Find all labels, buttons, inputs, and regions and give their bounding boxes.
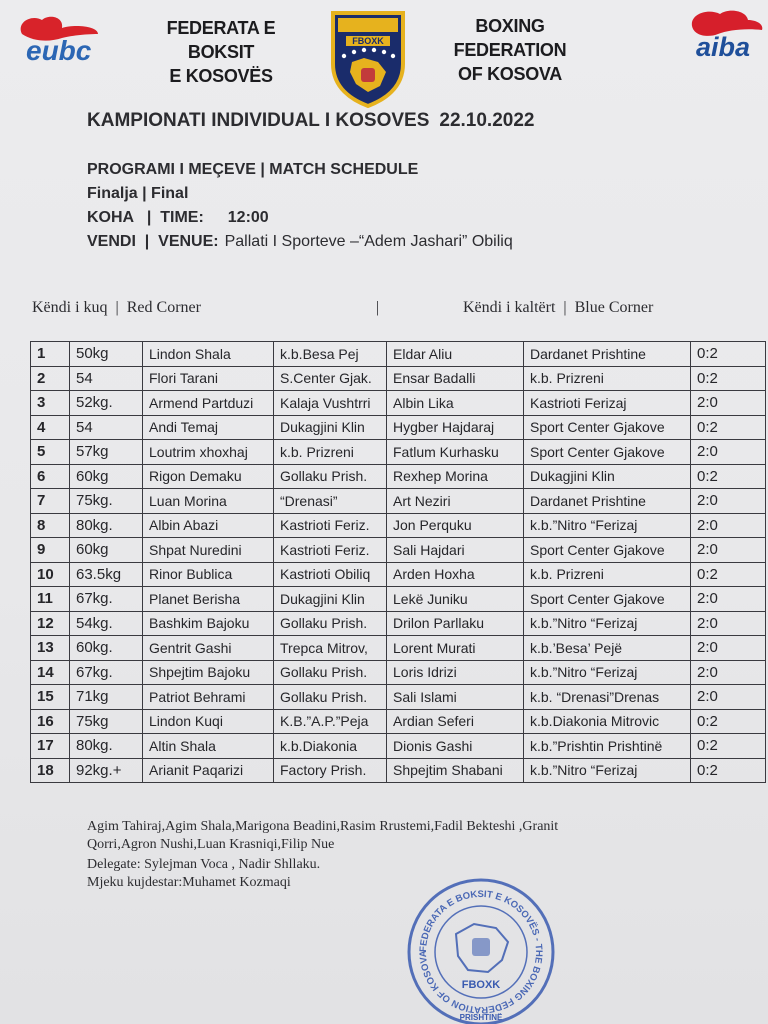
weight-class: 67kg. (70, 660, 143, 685)
bout-result: 2:0 (691, 636, 766, 661)
blue-boxer-name: Art Neziri (387, 489, 524, 514)
table-row (31, 660, 766, 685)
bout-result: 2:0 (691, 513, 766, 538)
federation-seal-stamp (404, 876, 558, 1024)
delegate-line: Delegate: Sylejman Voca , Nadir Shllaku. (87, 857, 321, 872)
blue-boxer-name: Arden Hoxha (387, 562, 524, 587)
red-boxer-club: Kastrioti Feriz. (274, 538, 387, 563)
blue-boxer-club: Sport Center Gjakove (524, 538, 691, 563)
red-boxer-name: Arianit Paqarizi (143, 758, 274, 783)
blue-boxer-name: Lorent Murati (387, 636, 524, 661)
blue-boxer-name: Rexhep Morina (387, 464, 524, 489)
red-boxer-name: Albin Abazi (143, 513, 274, 538)
red-boxer-club: Factory Prish. (274, 758, 387, 783)
venue-value: Pallati I Sporteve –“Adem Jashari” Obiliq (224, 233, 513, 250)
blue-boxer-club: Dukagjini Klin (524, 464, 691, 489)
federation-albanian-line2: E KOSOVËS (169, 66, 273, 86)
corner-separator: | (376, 299, 380, 316)
blue-boxer-name: Dionis Gashi (387, 734, 524, 759)
bout-number: 18 (31, 758, 70, 783)
event-title (87, 110, 534, 132)
eubc-logo (14, 12, 104, 64)
blue-boxer-club: Sport Center Gjakove (524, 587, 691, 612)
bout-number: 7 (31, 489, 70, 514)
red-boxer-club: Kastrioti Feriz. (274, 513, 387, 538)
bout-number: 14 (31, 660, 70, 685)
bout-number: 12 (31, 611, 70, 636)
red-boxer-name: Gentrit Gashi (143, 636, 274, 661)
red-boxer-club: Gollaku Prish. (274, 611, 387, 636)
blue-boxer-club: Kastrioti Ferizaj (524, 391, 691, 416)
seal-ring-text: FEDERATA E BOKSIT E KOSOVËS - THE BOXING FEDERATION OF KOSOVA (417, 888, 545, 1016)
blue-boxer-name: Ardian Seferi (387, 709, 524, 734)
match-schedule-table (30, 341, 766, 783)
bout-number: 2 (31, 366, 70, 391)
weight-class: 60kg. (70, 636, 143, 661)
red-boxer-name: Rinor Bublica (143, 562, 274, 587)
blue-boxer-club: k.b.”Nitro “Ferizaj (524, 611, 691, 636)
federation-albanian-line1: FEDERATA E BOKSIT (166, 18, 276, 62)
blue-boxer-club: Sport Center Gjakove (524, 415, 691, 440)
table-row (31, 342, 766, 367)
table-row (31, 734, 766, 759)
bout-result: 2:0 (691, 538, 766, 563)
judges-line-2: Qorri,Agron Nushi,Luan Krasniqi,Filip Nue (87, 837, 335, 852)
bout-number: 13 (31, 636, 70, 661)
bout-number: 16 (31, 709, 70, 734)
blue-boxer-name: Shpejtim Shabani (387, 758, 524, 783)
bout-result: 2:0 (691, 489, 766, 514)
bout-result: 2:0 (691, 440, 766, 465)
bout-number: 11 (31, 587, 70, 612)
bout-result: 0:2 (691, 464, 766, 489)
bout-result: 0:2 (691, 342, 766, 367)
program-line: PROGRAMI I MEÇEVE | MATCH SCHEDULE (87, 161, 419, 178)
blue-boxer-club: k.b. Prizreni (524, 366, 691, 391)
bout-number: 15 (31, 685, 70, 710)
red-boxer-club: Gollaku Prish. (274, 685, 387, 710)
red-boxer-club: k.b.Diakonia (274, 734, 387, 759)
red-boxer-club: Trepca Mitrov, (274, 636, 387, 661)
weight-class: 71kg (70, 685, 143, 710)
blue-boxer-name: Lekë Juniku (387, 587, 524, 612)
weight-class: 80kg. (70, 513, 143, 538)
blue-boxer-club: k.b.Diakonia Mitrovic (524, 709, 691, 734)
blue-boxer-club: k.b.’Besa’ Pejë (524, 636, 691, 661)
table-row (31, 538, 766, 563)
red-boxer-club: K.B.”A.P.”Peja (274, 709, 387, 734)
table-row (31, 587, 766, 612)
time-label: KOHA | TIME: (87, 209, 204, 226)
event-name: KAMPIONATI INDIVIDUAL I KOSOVES (87, 110, 430, 131)
bout-number: 5 (31, 440, 70, 465)
blue-boxer-name: Jon Perquku (387, 513, 524, 538)
blue-boxer-club: k.b.”Nitro “Ferizaj (524, 758, 691, 783)
bout-result: 0:2 (691, 709, 766, 734)
table-row (31, 391, 766, 416)
bout-result: 2:0 (691, 391, 766, 416)
bout-result: 0:2 (691, 562, 766, 587)
weight-class: 60kg (70, 538, 143, 563)
red-boxer-name: Luan Morina (143, 489, 274, 514)
bout-result: 0:2 (691, 366, 766, 391)
stage-line: Finalja | Final (87, 185, 189, 202)
blue-boxer-club: k.b. Prizreni (524, 562, 691, 587)
weight-class: 63.5kg (70, 562, 143, 587)
venue-line (87, 230, 513, 254)
red-corner-heading: Këndi i kuq | Red Corner (32, 299, 201, 316)
time-value: 12:00 (227, 209, 269, 226)
blue-boxer-club: k.b.”Nitro “Ferizaj (524, 513, 691, 538)
red-boxer-name: Patriot Behrami (143, 685, 274, 710)
table-row (31, 513, 766, 538)
blue-boxer-club: Dardanet Prishtine (524, 489, 691, 514)
blue-boxer-name: Drilon Parllaku (387, 611, 524, 636)
table-row (31, 562, 766, 587)
weight-class: 54 (70, 415, 143, 440)
blue-boxer-name: Hygber Hajdaraj (387, 415, 524, 440)
blue-boxer-name: Sali Hajdari (387, 538, 524, 563)
bout-result: 0:2 (691, 758, 766, 783)
red-boxer-name: Loutrim xhoxhaj (143, 440, 274, 465)
bout-result: 2:0 (691, 660, 766, 685)
table-row (31, 611, 766, 636)
blue-boxer-club: k.b.”Prishtin Prishtinë (524, 734, 691, 759)
weight-class: 92kg.+ (70, 758, 143, 783)
bout-list (31, 342, 766, 783)
red-boxer-club: k.b. Prizreni (274, 440, 387, 465)
table-row (31, 440, 766, 465)
red-boxer-name: Altin Shala (143, 734, 274, 759)
bout-number: 6 (31, 464, 70, 489)
aiba-logo (678, 8, 766, 60)
weight-class: 75kg (70, 709, 143, 734)
table-row (31, 489, 766, 514)
venue-label: VENDI | VENUE: (87, 233, 219, 250)
red-boxer-name: Armend Partduzi (143, 391, 274, 416)
red-boxer-club: Dukagjini Klin (274, 415, 387, 440)
red-boxer-name: Planet Berisha (143, 587, 274, 612)
blue-boxer-club: Sport Center Gjakove (524, 440, 691, 465)
table-row (31, 366, 766, 391)
weight-class: 54kg. (70, 611, 143, 636)
red-boxer-name: Lindon Kuqi (143, 709, 274, 734)
red-boxer-name: Bashkim Bajoku (143, 611, 274, 636)
weight-class: 50kg (70, 342, 143, 367)
bout-number: 9 (31, 538, 70, 563)
red-boxer-club: “Drenasi” (274, 489, 387, 514)
federation-english-line1: BOXING FEDERATION (453, 16, 567, 60)
red-boxer-name: Lindon Shala (143, 342, 274, 367)
table-row (31, 464, 766, 489)
bout-number: 1 (31, 342, 70, 367)
weight-class: 80kg. (70, 734, 143, 759)
red-boxer-club: Gollaku Prish. (274, 660, 387, 685)
aiba-logo-text: aiba (696, 32, 751, 60)
weight-class: 60kg (70, 464, 143, 489)
event-date: 22.10.2022 (439, 110, 535, 131)
red-boxer-name: Andi Temaj (143, 415, 274, 440)
blue-boxer-name: Fatlum Kurhasku (387, 440, 524, 465)
blue-boxer-name: Albin Lika (387, 391, 524, 416)
red-boxer-club: Dukagjini Klin (274, 587, 387, 612)
bout-result: 0:2 (691, 415, 766, 440)
weight-class: 67kg. (70, 587, 143, 612)
crest-text: FBOXK (352, 36, 384, 46)
seal-center-text: FBOXK (461, 979, 501, 991)
blue-corner-heading: Këndi i kaltërt | Blue Corner (463, 299, 654, 316)
bout-number: 4 (31, 415, 70, 440)
bout-number: 8 (31, 513, 70, 538)
table-row (31, 415, 766, 440)
blue-boxer-club: k.b. “Drenasi”Drenas (524, 685, 691, 710)
officials-footer (87, 818, 687, 892)
weight-class: 75kg. (70, 489, 143, 514)
bout-number: 17 (31, 734, 70, 759)
event-meta (87, 158, 513, 254)
blue-boxer-club: k.b.”Nitro “Ferizaj (524, 660, 691, 685)
blue-boxer-name: Loris Idrizi (387, 660, 524, 685)
judges-line-1: Agim Tahiraj,Agim Shala,Marigona Beadini,Rasim Rrustemi,Fadil Bekteshi ,Granit (87, 819, 559, 834)
table-row (31, 709, 766, 734)
red-boxer-club: S.Center Gjak. (274, 366, 387, 391)
eubc-logo-text: eubc (26, 35, 92, 64)
bout-result: 2:0 (691, 611, 766, 636)
bout-number: 10 (31, 562, 70, 587)
weight-class: 57kg (70, 440, 143, 465)
blue-boxer-name: Sali Islami (387, 685, 524, 710)
fboxk-crest (330, 10, 406, 108)
red-boxer-name: Flori Tarani (143, 366, 274, 391)
table-row (31, 685, 766, 710)
red-boxer-name: Rigon Demaku (143, 464, 274, 489)
red-boxer-club: Kastrioti Obiliq (274, 562, 387, 587)
blue-boxer-club: Dardanet Prishtine (524, 342, 691, 367)
bout-result: 0:2 (691, 734, 766, 759)
weight-class: 52kg. (70, 391, 143, 416)
federation-english-line2: OF KOSOVA (458, 64, 562, 84)
time-line (87, 206, 513, 230)
red-boxer-club: k.b.Besa Pej (274, 342, 387, 367)
red-boxer-name: Shpejtim Bajoku (143, 660, 274, 685)
weight-class: 54 (70, 366, 143, 391)
doctor-line: Mjeku kujdestar:Muhamet Kozmaqi (87, 875, 291, 890)
bout-number: 3 (31, 391, 70, 416)
bout-result: 2:0 (691, 685, 766, 710)
red-boxer-name: Shpat Nuredini (143, 538, 274, 563)
table-row (31, 636, 766, 661)
seal-city-text: PRISHTINË (459, 1013, 503, 1022)
table-row (31, 758, 766, 783)
federation-name-albanian (146, 16, 296, 88)
red-boxer-club: Gollaku Prish. (274, 464, 387, 489)
blue-boxer-name: Eldar Aliu (387, 342, 524, 367)
federation-name-english (430, 14, 590, 86)
blue-boxer-name: Ensar Badalli (387, 366, 524, 391)
red-boxer-club: Kalaja Vushtrri (274, 391, 387, 416)
bout-result: 2:0 (691, 587, 766, 612)
